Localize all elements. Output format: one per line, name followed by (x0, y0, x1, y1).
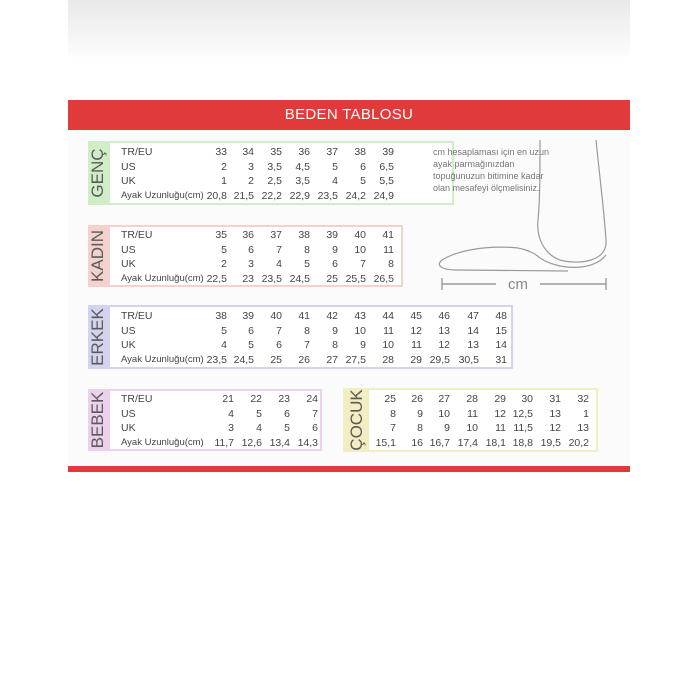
genc-row-label: TR/EU (121, 146, 153, 158)
bebek-label: BEBEK (88, 391, 107, 449)
kadin-cell: 6 (332, 258, 338, 270)
cocuk-cell: 12 (494, 407, 506, 420)
erkek-cell: 5 (248, 339, 254, 351)
cocuk-cell: 26 (411, 393, 423, 405)
cocuk-cell: 30 (521, 393, 533, 405)
erkek-cell: 15 (495, 324, 507, 337)
kadin-cell: 40 (354, 229, 366, 241)
kadin-cell: 5 (221, 243, 227, 256)
bebek-cell: 24 (306, 393, 318, 405)
genc-cell: 20,8 (206, 189, 227, 202)
cocuk-cell: 18,8 (512, 436, 533, 449)
erkek-cell: 29 (410, 353, 422, 366)
erkek-cell: 45 (410, 310, 422, 322)
kadin-cell: 25,5 (345, 272, 366, 285)
erkek-cell: 7 (304, 339, 310, 351)
erkek-cell: 41 (298, 310, 310, 322)
cocuk-cell: 1 (583, 407, 589, 420)
genc-cell: 6 (360, 160, 366, 173)
kadin-cell: 2 (221, 258, 227, 270)
kadin-row-label: US (121, 243, 136, 256)
genc-cell: 23,5 (317, 189, 338, 202)
erkek-row-us (68, 325, 630, 339)
cocuk-cell: 15,1 (375, 436, 396, 449)
genc-cell: 1 (221, 175, 227, 187)
cocuk-cell: 29 (494, 393, 506, 405)
kadin-cell: 10 (354, 243, 366, 256)
bebek-cell: 5 (284, 422, 290, 434)
bebek-cell: 3 (228, 422, 234, 434)
erkek-cell: 14 (495, 339, 507, 351)
kadin-cell: 9 (332, 243, 338, 256)
erkek-cell: 43 (354, 310, 366, 322)
bebek-cell: 12,6 (241, 436, 262, 449)
erkek-cell: 30,5 (458, 353, 479, 366)
erkek-cell: 12 (410, 324, 422, 337)
cocuk-cell: 10 (466, 422, 478, 434)
erkek-cell: 47 (467, 310, 479, 322)
erkek-cell: 10 (382, 339, 394, 351)
genc-cell: 2 (221, 160, 227, 173)
bebek-cell: 4 (256, 422, 262, 434)
erkek-cell: 14 (467, 324, 479, 337)
genc-cell: 22,2 (261, 189, 282, 202)
bebek-row-label: UK (121, 422, 136, 434)
bebek-cell: 6 (312, 422, 318, 434)
genc-cell: 22,9 (289, 189, 310, 202)
genc-cell: 36 (298, 146, 310, 158)
cocuk-cell: 7 (390, 422, 396, 434)
genc-cell: 24,9 (373, 189, 394, 202)
kadin-cell: 25 (326, 272, 338, 285)
erkek-cell: 38 (215, 310, 227, 322)
erkek-label: ERKEK (88, 308, 107, 366)
genc-cell: 3,5 (267, 160, 282, 173)
cocuk-cell: 10 (438, 407, 450, 420)
genc-cell: 4 (332, 175, 338, 187)
erkek-row-label: UK (121, 339, 136, 351)
erkek-cell: 26 (298, 353, 310, 366)
kadin-cell: 8 (388, 258, 394, 270)
cocuk-row-us (68, 408, 630, 422)
kadin-row-label: TR/EU (121, 229, 153, 241)
cocuk-cell: 13 (549, 407, 561, 420)
bebek-cell: 21 (222, 393, 234, 405)
erkek-cell: 11 (411, 339, 422, 351)
genc-cell: 5 (360, 175, 366, 187)
erkek-cell: 39 (242, 310, 254, 322)
genc-cell: 2,5 (267, 175, 282, 187)
erkek-cell: 12 (438, 339, 450, 351)
erkek-cell: 4 (221, 339, 227, 351)
genc-cell: 35 (270, 146, 282, 158)
erkek-cell: 44 (382, 310, 394, 322)
bebek-cell: 22 (250, 393, 262, 405)
bebek-cell: 5 (256, 407, 262, 420)
kadin-cell: 11 (383, 243, 394, 256)
bebek-cell: 14,3 (297, 436, 318, 449)
erkek-cell: 25 (270, 353, 282, 366)
kadin-cell: 23,5 (261, 272, 282, 285)
erkek-cell: 9 (332, 324, 338, 337)
bebek-cell: 23 (278, 393, 290, 405)
kadin-cell: 24,5 (289, 272, 310, 285)
kadin-row-label: Ayak Uzunluğu(cm) (121, 272, 204, 284)
erkek-row-label: Ayak Uzunluğu(cm) (121, 353, 204, 365)
cocuk-cell: 16 (411, 436, 423, 449)
kadin-cell: 37 (270, 229, 282, 241)
kadin-cell: 26,5 (373, 272, 394, 285)
foot-toe (439, 260, 568, 271)
cocuk-cell: 8 (390, 407, 396, 420)
genc-row-label: US (121, 160, 136, 173)
kadin-cell: 23 (242, 272, 254, 285)
erkek-cell: 13 (467, 339, 479, 351)
genc-cell: 2 (248, 175, 254, 187)
kadin-cell: 5 (304, 258, 310, 270)
erkek-cell: 46 (438, 310, 450, 322)
erkek-row-label: US (121, 324, 136, 337)
erkek-cell: 40 (270, 310, 282, 322)
kadin-cell: 4 (276, 258, 282, 270)
top-fade (68, 0, 630, 60)
cocuk-row-uk (68, 422, 630, 436)
genc-cell: 24,2 (345, 189, 366, 202)
genc-cell: 4,5 (295, 160, 310, 173)
foot-sole (442, 247, 606, 267)
erkek-cell: 13 (438, 324, 450, 337)
cocuk-cell: 8 (417, 422, 423, 434)
bottom-bar (68, 466, 630, 472)
kadin-cell: 38 (298, 229, 310, 241)
erkek-cell: 6 (248, 324, 254, 337)
erkek-cell: 29,5 (429, 353, 450, 366)
cocuk-cell: 11 (495, 422, 506, 434)
kadin-label: KADIN (88, 230, 107, 282)
genc-row-label: UK (121, 175, 136, 187)
erkek-cell: 8 (332, 339, 338, 351)
bebek-cell: 6 (284, 407, 290, 420)
bebek-cell: 11,7 (214, 436, 234, 449)
erkek-cell: 11 (383, 324, 394, 337)
cocuk-label: ÇOCUK (347, 389, 366, 451)
cocuk-cell: 12,5 (512, 407, 533, 420)
erkek-row-eu (68, 310, 630, 324)
cocuk-cell: 25 (384, 393, 396, 405)
erkek-row-foot-length (68, 354, 630, 368)
erkek-cell: 10 (354, 324, 366, 337)
cocuk-cell: 9 (444, 422, 450, 434)
erkek-cell: 23,5 (206, 353, 227, 366)
cocuk-cell: 20,2 (568, 436, 589, 449)
chart-title: BEDEN TABLOSU (68, 100, 630, 130)
cocuk-cell: 11,5 (513, 422, 533, 434)
genc-cell: 5,5 (379, 175, 394, 187)
kadin-cell: 22,5 (206, 272, 227, 285)
erkek-cell: 7 (276, 324, 282, 337)
cocuk-row-eu (68, 393, 630, 407)
genc-label: GENÇ (88, 148, 107, 198)
measurement-note: cm hesaplaması için en uzun ayak parmağınızdan topuğunuzun bitimine kadar olan mesafeyi ölçmelisiniz. (433, 147, 550, 193)
erkek-cell: 6 (276, 339, 282, 351)
genc-cell: 3,5 (295, 175, 310, 187)
erkek-cell: 42 (326, 310, 338, 322)
erkek-cell: 31 (495, 353, 507, 366)
measure-unit-label: cm (508, 276, 528, 293)
cocuk-cell: 12 (549, 422, 561, 434)
kadin-cell: 41 (382, 229, 394, 241)
genc-row-label: Ayak Uzunluğu(cm) (121, 189, 204, 201)
cocuk-cell: 27 (438, 393, 450, 405)
kadin-cell: 7 (276, 243, 282, 256)
cocuk-cell: 31 (549, 393, 561, 405)
cocuk-cell: 18,1 (485, 436, 506, 449)
genc-cell: 37 (326, 146, 338, 158)
kadin-cell: 6 (248, 243, 254, 256)
kadin-cell: 7 (360, 258, 366, 270)
bebek-row-label: Ayak Uzunluğu(cm) (121, 436, 204, 448)
cocuk-cell: 11 (467, 407, 478, 420)
erkek-row-label: TR/EU (121, 310, 153, 322)
bebek-cell: 4 (228, 407, 234, 420)
cocuk-cell: 32 (577, 393, 589, 405)
cocuk-cell: 9 (417, 407, 423, 420)
genc-cell: 6,5 (379, 160, 394, 173)
bebek-row-label: US (121, 407, 136, 420)
kadin-cell: 39 (326, 229, 338, 241)
cocuk-cell: 19,5 (540, 436, 561, 449)
genc-cell: 39 (382, 146, 394, 158)
cocuk-cell: 16,7 (429, 436, 450, 449)
kadin-cell: 35 (215, 229, 227, 241)
genc-cell: 21,5 (233, 189, 254, 202)
kadin-row-label: UK (121, 258, 136, 270)
erkek-row-uk (68, 339, 630, 353)
genc-cell: 3 (248, 160, 254, 173)
erkek-cell: 5 (221, 324, 227, 337)
erkek-cell: 27,5 (345, 353, 366, 366)
kadin-cell: 36 (242, 229, 254, 241)
cocuk-row-foot-length (68, 437, 630, 451)
erkek-cell: 8 (304, 324, 310, 337)
kadin-cell: 8 (304, 243, 310, 256)
genc-cell: 38 (354, 146, 366, 158)
kadin-cell: 3 (248, 258, 254, 270)
bebek-row-label: TR/EU (121, 393, 153, 405)
erkek-cell: 27 (326, 353, 338, 366)
erkek-cell: 24,5 (233, 353, 254, 366)
erkek-cell: 48 (495, 310, 507, 322)
genc-cell: 33 (215, 146, 227, 158)
genc-cell: 34 (242, 146, 254, 158)
cocuk-cell: 17,4 (457, 436, 478, 449)
erkek-cell: 9 (360, 339, 366, 351)
bebek-cell: 13,4 (269, 436, 290, 449)
genc-cell: 5 (332, 160, 338, 173)
bebek-cell: 7 (312, 407, 318, 420)
cocuk-cell: 28 (466, 393, 478, 405)
cocuk-cell: 13 (577, 422, 589, 434)
erkek-cell: 28 (382, 353, 394, 366)
